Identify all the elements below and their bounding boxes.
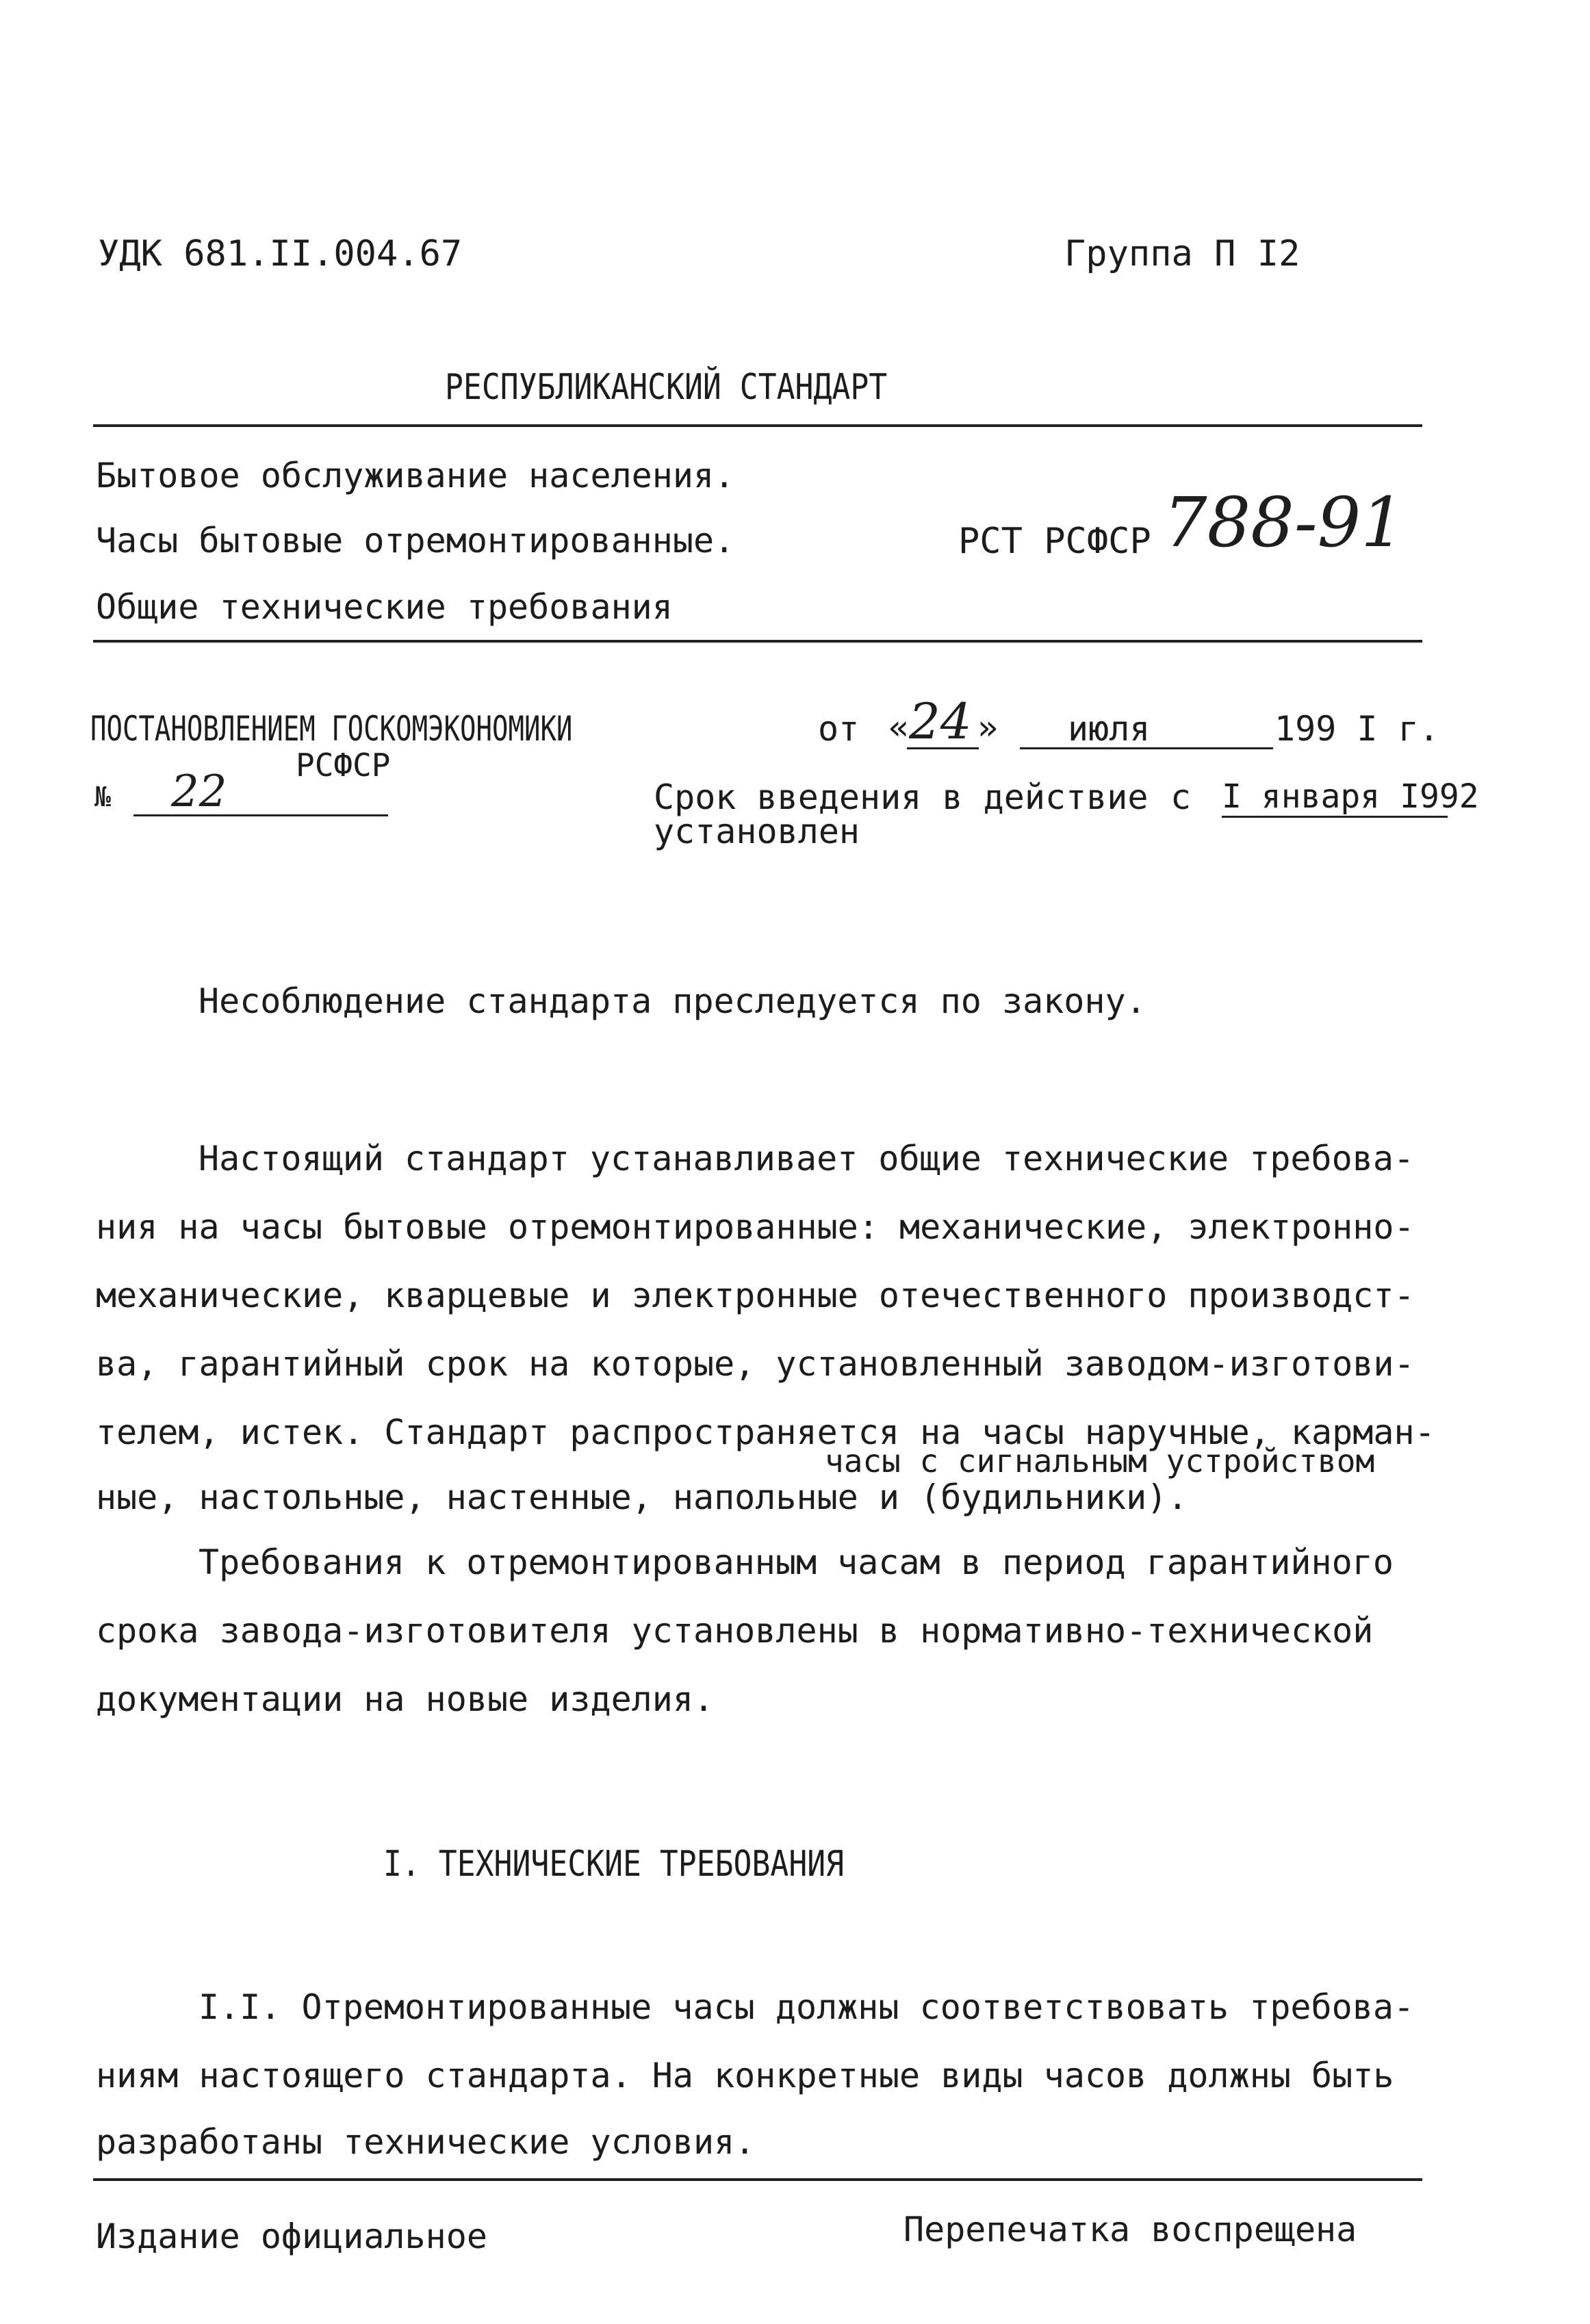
- footer-rule: [93, 2178, 1422, 2181]
- legal-notice: Несоблюдение стандарта преследуется по закону.: [198, 981, 1146, 1021]
- section-line-3: разработаны технические условия.: [96, 2122, 756, 2162]
- effective-date: I января I992: [1222, 777, 1479, 816]
- quote-close: »: [977, 708, 999, 747]
- intro-insertion: часы с сигнальным устройством: [825, 1443, 1375, 1480]
- warranty-line-3: документации на новые изделия.: [96, 1679, 715, 1719]
- designation-prefix: РСТ РСФСР: [958, 521, 1151, 562]
- title-rule: [93, 424, 1422, 427]
- designation-number: 788-91: [1164, 482, 1405, 563]
- section-line-2: ниям настоящего стандарта. На конкретные виды часов должны быть: [96, 2056, 1394, 2095]
- approval-year: 199 I г.: [1274, 709, 1439, 749]
- approval-org-suffix: РСФСР: [296, 747, 391, 784]
- approval-authority: ПОСТАНОВЛЕНИЕМ ГОСКОМЭКОНОМИКИ: [90, 709, 573, 749]
- udk-code: УДК 681.II.004.67: [98, 233, 463, 274]
- footer-edition: Издание официальное: [96, 2217, 487, 2256]
- warranty-line-1: Требования к отремонтированным часам в период гарантийного: [198, 1542, 1394, 1582]
- approval-month: июля: [1068, 709, 1151, 749]
- intro-line-6: ные, настольные, настенные, напольные и (будильники).: [96, 1477, 1188, 1517]
- month-underline: [1020, 747, 1273, 749]
- subject-line-1: Бытовое обслуживание населения.: [96, 456, 735, 495]
- intro-line-5: телем, истек. Стандарт распространяется на часы наручные, карман-: [96, 1412, 1435, 1452]
- footer-reprint-notice: Перепечатка воспрещена: [903, 2210, 1357, 2249]
- date-prefix: от: [818, 709, 860, 749]
- group-code: Группа П I2: [1064, 233, 1300, 274]
- effective-from: с: [1170, 777, 1192, 817]
- day-underline: [907, 747, 979, 749]
- approval-number: 22: [171, 766, 227, 817]
- intro-line-4: ва, гарантийный срок на которые, установленный заводом-изготови-: [96, 1344, 1415, 1384]
- approval-day: 24: [909, 693, 972, 750]
- effective-date-underline: [1222, 816, 1448, 818]
- subject-line-3: Общие технические требования: [96, 587, 673, 627]
- number-underline: [133, 814, 388, 816]
- effective-label-1: Срок введения в действие: [654, 777, 1149, 817]
- intro-line-2: ния на часы бытовые отремонтированные: механические, электронно-: [96, 1207, 1415, 1247]
- section-line-1: I.I. Отремонтированные часы должны соответствовать требова-: [198, 1987, 1415, 2027]
- standard-title: РЕСПУБЛИКАНСКИЙ СТАНДАРТ: [445, 367, 888, 408]
- section-heading: I. ТЕХНИЧЕСКИЕ ТРЕБОВАНИЯ: [383, 1844, 845, 1885]
- warranty-line-2: срока завода-изготовителя установлены в нормативно-технической: [96, 1611, 1374, 1651]
- quote-open: «: [888, 708, 910, 747]
- intro-line-3: механические, кварцевые и электронные отечественного производст-: [96, 1276, 1415, 1315]
- effective-label-2: установлен: [654, 812, 860, 851]
- intro-line-1: Настоящий стандарт устанавливает общие технические требова-: [198, 1139, 1415, 1178]
- subject-line-2: Часы бытовые отремонтированные.: [96, 521, 735, 560]
- subject-rule: [93, 640, 1422, 643]
- number-mark: №: [94, 782, 112, 813]
